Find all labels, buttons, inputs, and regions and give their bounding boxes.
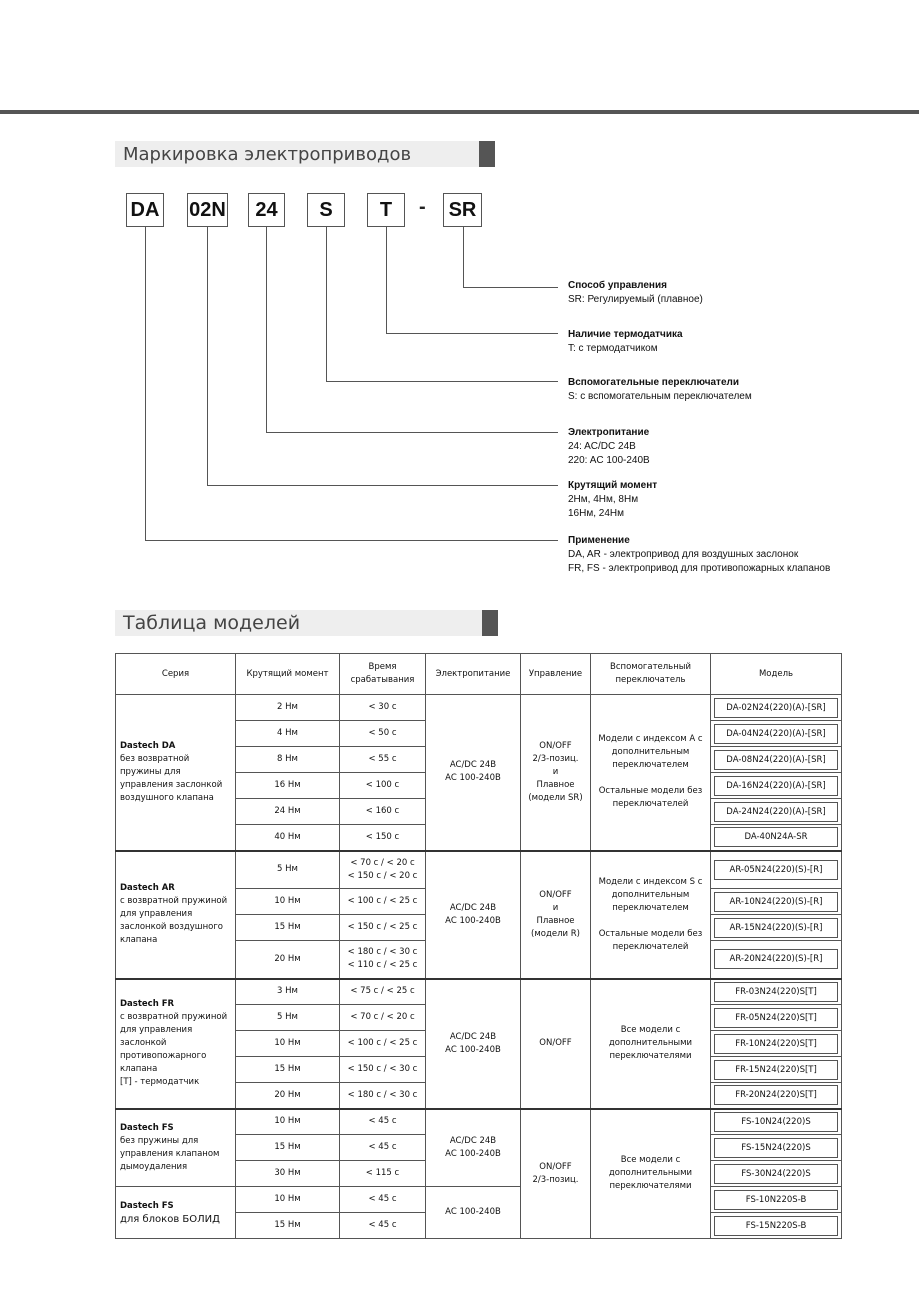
time-cell: < 45 с [340, 1187, 426, 1213]
torque-cell: 20 Нм [236, 1083, 340, 1109]
top-divider [0, 110, 919, 114]
connector-line [463, 287, 558, 288]
torque-cell: 15 Нм [236, 1057, 340, 1083]
desc-control: Способ управления SR: Регулируемый (плавное) [568, 280, 703, 305]
series-cell: Dastech FS без пружины для управления клапаном дымоудаления [116, 1109, 236, 1187]
code-part-control: SR [443, 193, 482, 227]
torque-cell: 3 Нм [236, 979, 340, 1005]
torque-cell: 5 Нм [236, 1005, 340, 1031]
power-cell: AC 100-240B [426, 1187, 521, 1239]
power-cell: AC/DC 24B AC 100-240B [426, 1109, 521, 1187]
header-cell: Вспомогательный переключатель [591, 654, 711, 695]
time-cell: < 75 с / < 25 с [340, 979, 426, 1005]
torque-cell: 16 Нм [236, 773, 340, 799]
torque-cell: 10 Нм [236, 1187, 340, 1213]
torque-cell: 10 Нм [236, 889, 340, 915]
desc-application: Применение DA, AR - электропривод для воздушных заслонок FR, FS - электропривод для противопожарных клапанов [568, 535, 831, 574]
control-cell: ON/OFF [521, 979, 591, 1109]
series-cell: Dastech DA без возвратной пружины для управления заслонкой воздушного клапана [116, 695, 236, 851]
table-row [116, 851, 842, 889]
torque-cell: 15 Нм [236, 1135, 340, 1161]
section-title-marking [115, 141, 495, 167]
model-cell: FR-10N24(220)S[T] [711, 1031, 842, 1057]
connector-line [266, 227, 267, 433]
series-cell: Dastech FS для блоков БОЛИД [116, 1187, 236, 1239]
header-cell: Управление [521, 654, 591, 695]
time-cell: < 150 с / < 25 с [340, 915, 426, 941]
model-cell: DA-04N24(220)(A)-[SR] [711, 721, 842, 747]
connector-line [326, 227, 327, 382]
aux-switch-cell: Все модели с дополнительными переключателями [591, 1109, 711, 1239]
torque-cell: 40 Нм [236, 825, 340, 851]
model-cell: FS-10N24(220)S [711, 1109, 842, 1135]
torque-cell: 15 Нм [236, 1213, 340, 1239]
time-cell: < 70 с / < 20 с [340, 1005, 426, 1031]
torque-cell: 10 Нм [236, 1109, 340, 1135]
table-header-row [116, 654, 842, 695]
header-cell: Модель [711, 654, 842, 695]
time-cell: < 150 с [340, 825, 426, 851]
time-cell: < 45 с [340, 1213, 426, 1239]
model-cell: FS-15N24(220)S [711, 1135, 842, 1161]
torque-cell: 4 Нм [236, 721, 340, 747]
connector-line [266, 432, 558, 433]
connector-line [463, 227, 464, 288]
aux-switch-cell: Модели с индексом A с дополнительным переключателем Остальные модели без переключателей [591, 695, 711, 851]
code-dash: - [419, 196, 426, 218]
table-row [116, 979, 842, 1005]
model-cell: DA-02N24(220)(A)-[SR] [711, 695, 842, 721]
time-cell: < 45 с [340, 1135, 426, 1161]
time-cell: < 30 с [340, 695, 426, 721]
model-cell: AR-05N24(220)(S)-[R] [711, 851, 842, 889]
connector-line [386, 333, 558, 334]
connector-line [386, 227, 387, 334]
header-cell: Крутящий момент [236, 654, 340, 695]
torque-cell: 30 Нм [236, 1161, 340, 1187]
code-part-switch: S [307, 193, 345, 227]
model-cell: AR-10N24(220)(S)-[R] [711, 889, 842, 915]
model-cell: DA-24N24(220)(A)-[SR] [711, 799, 842, 825]
code-part-power: 24 [248, 193, 285, 227]
desc-thermo: Наличие термодатчика T: с термодатчиком [568, 329, 683, 354]
time-cell: < 180 с / < 30 с [340, 1083, 426, 1109]
model-cell: DA-16N24(220)(A)-[SR] [711, 773, 842, 799]
torque-cell: 15 Нм [236, 915, 340, 941]
connector-line [326, 381, 558, 382]
code-part-thermo: T [367, 193, 405, 227]
torque-cell: 2 Нм [236, 695, 340, 721]
model-cell: FR-15N24(220)S[T] [711, 1057, 842, 1083]
time-cell: < 115 с [340, 1161, 426, 1187]
model-cell: AR-15N24(220)(S)-[R] [711, 915, 842, 941]
connector-line [207, 227, 208, 486]
model-cell: FR-20N24(220)S[T] [711, 1083, 842, 1109]
power-cell: AC/DC 24B AC 100-240B [426, 851, 521, 979]
time-cell: < 180 с / < 30 с < 110 с / < 25 с [340, 941, 426, 979]
header-cell: Серия [116, 654, 236, 695]
time-cell: < 70 с / < 20 с < 150 с / < 20 с [340, 851, 426, 889]
aux-switch-cell: Модели с индексом S с дополнительным переключателем Остальные модели без переключателей [591, 851, 711, 979]
desc-power: Электропитание 24: AC/DC 24B 220: AC 100-240B [568, 427, 650, 466]
control-cell: ON/OFF и Плавное (модели R) [521, 851, 591, 979]
torque-cell: 24 Нм [236, 799, 340, 825]
models-table [115, 653, 842, 1239]
torque-cell: 10 Нм [236, 1031, 340, 1057]
connector-line [145, 227, 146, 541]
model-cell: FR-03N24(220)S[T] [711, 979, 842, 1005]
model-cell: FR-05N24(220)S[T] [711, 1005, 842, 1031]
header-cell: Электропитание [426, 654, 521, 695]
title-marker [479, 141, 495, 167]
torque-cell: 5 Нм [236, 851, 340, 889]
desc-torque: Крутящий момент 2Нм, 4Нм, 8Нм 16Нм, 24Нм [568, 480, 658, 519]
connector-line [145, 540, 558, 541]
section-title-text: Таблица моделей [123, 612, 301, 634]
model-cell: DA-40N24A-SR [711, 825, 842, 851]
section-title-text: Маркировка электроприводов [123, 143, 412, 165]
torque-cell: 20 Нм [236, 941, 340, 979]
time-cell: < 160 с [340, 799, 426, 825]
code-part-torque: 02N [187, 193, 228, 227]
series-cell: Dastech AR с возвратной пружиной для управления заслонкой воздушного клапана [116, 851, 236, 979]
header-cell: Время срабатывания [340, 654, 426, 695]
model-cell: DA-08N24(220)(A)-[SR] [711, 747, 842, 773]
control-cell: ON/OFF 2/3-позиц. [521, 1109, 591, 1239]
time-cell: < 100 с / < 25 с [340, 889, 426, 915]
time-cell: < 55 с [340, 747, 426, 773]
connector-line [207, 485, 558, 486]
table-row [116, 695, 842, 721]
table-row [116, 1187, 842, 1213]
code-part-da: DA [126, 193, 164, 227]
aux-switch-cell: Все модели с дополнительными переключателями [591, 979, 711, 1109]
model-cell: AR-20N24(220)(S)-[R] [711, 941, 842, 979]
control-cell: ON/OFF 2/3-позиц. и Плавное (модели SR) [521, 695, 591, 851]
table-row [116, 1109, 842, 1135]
time-cell: < 50 с [340, 721, 426, 747]
series-cell: Dastech FR с возвратной пружиной для управления заслонкой противопожарного клапана [T] - термодатчик [116, 979, 236, 1109]
title-marker [482, 610, 498, 636]
time-cell: < 100 с [340, 773, 426, 799]
power-cell: AC/DC 24B AC 100-240B [426, 979, 521, 1109]
section-title-models [115, 610, 498, 636]
model-cell: FS-30N24(220)S [711, 1161, 842, 1187]
time-cell: < 100 с / < 25 с [340, 1031, 426, 1057]
torque-cell: 8 Нм [236, 747, 340, 773]
desc-switch: Вспомогательные переключатели S: с вспомогательным переключателем [568, 377, 752, 402]
power-cell: AC/DC 24B AC 100-240B [426, 695, 521, 851]
model-cell: FS-15N220S-B [711, 1213, 842, 1239]
time-cell: < 150 с / < 30 с [340, 1057, 426, 1083]
model-cell: FS-10N220S-B [711, 1187, 842, 1213]
time-cell: < 45 с [340, 1109, 426, 1135]
